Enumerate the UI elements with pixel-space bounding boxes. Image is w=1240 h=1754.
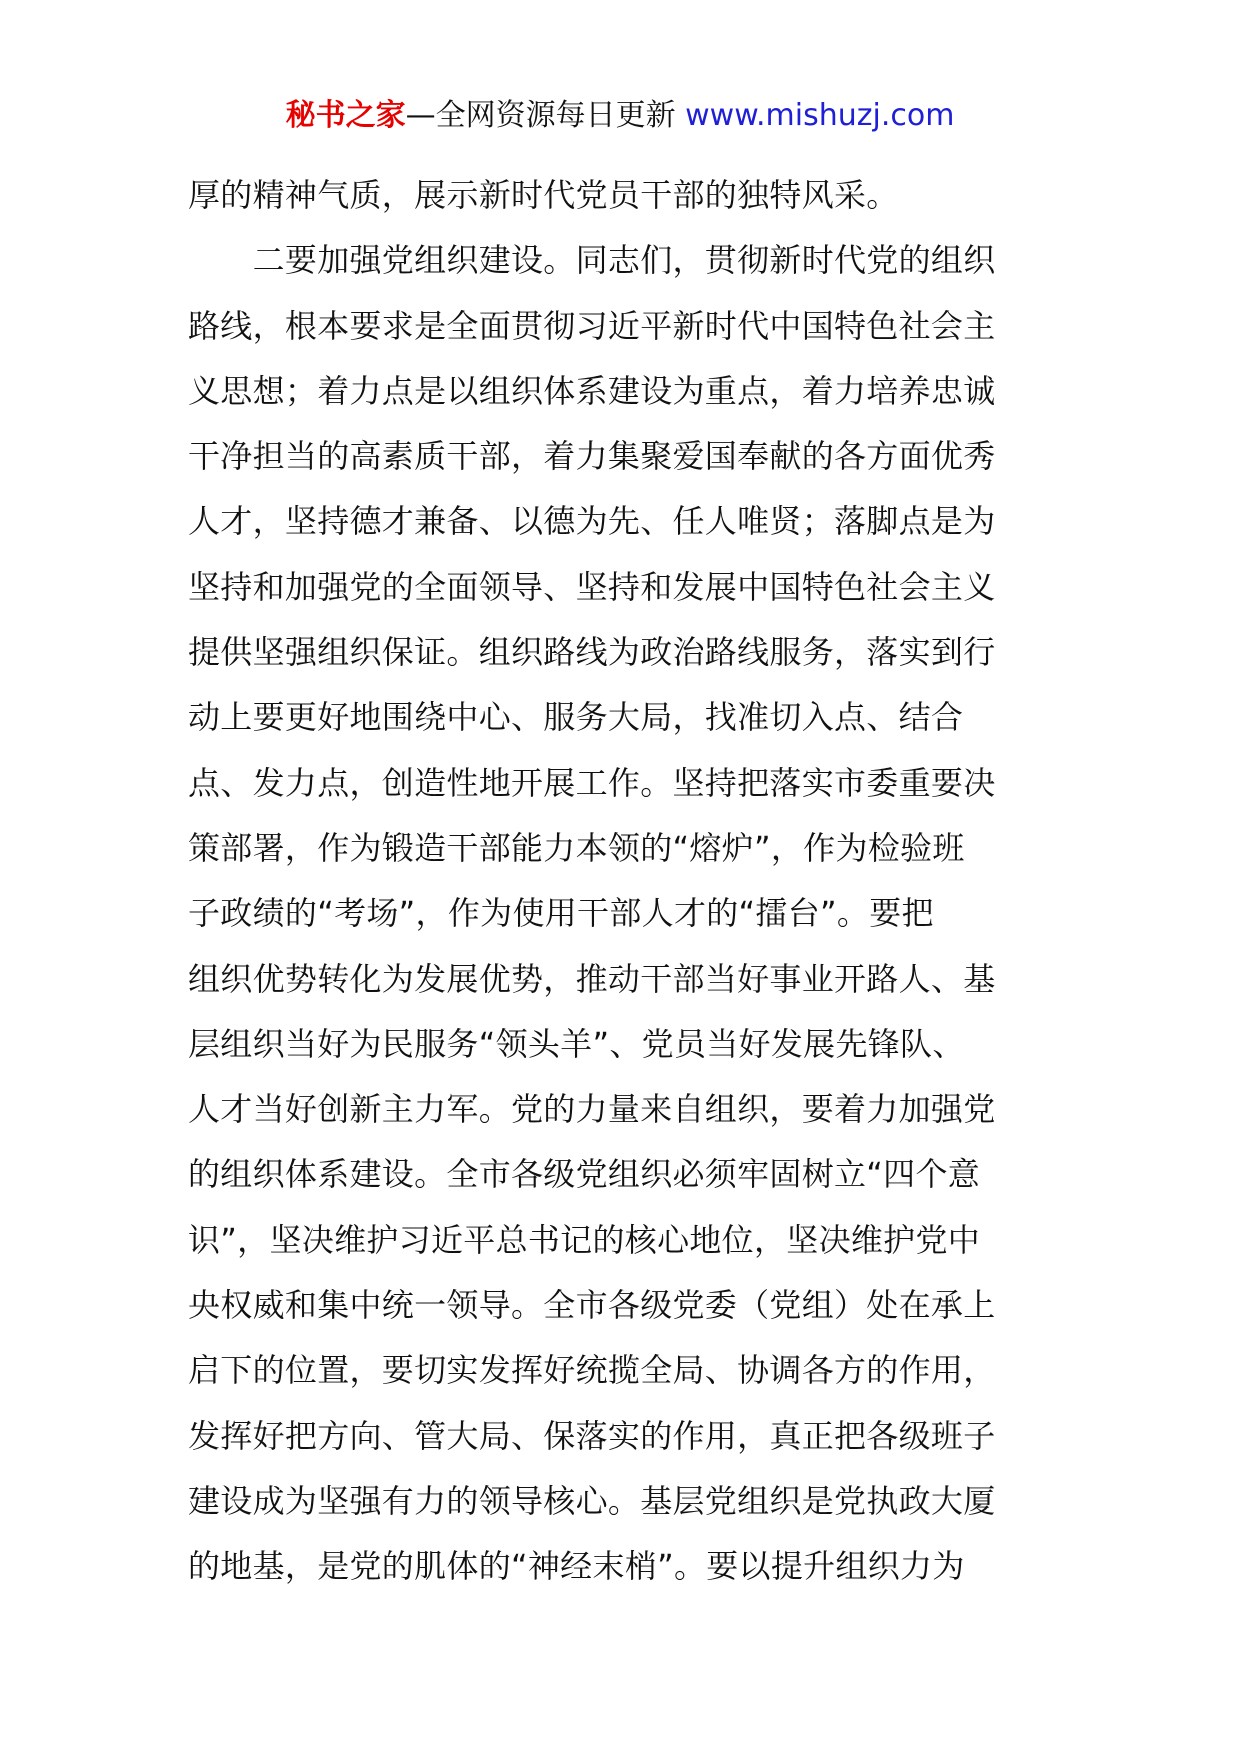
text-line: 策部署，作为锻造干部能力本领的“熔炉”，作为检验班	[188, 828, 965, 867]
text-line: 层组织当好为民服务“领头羊”、党员当好发展先锋队、	[188, 1024, 965, 1063]
text-line: 人才，坚持德才兼备、以德为先、任人唯贤；落脚点是为	[188, 502, 996, 541]
brand-name: 秘书之家	[285, 98, 406, 133]
text-line: 的地基，是党的肌体的“神经末梢”。要以提升组织力为	[188, 1547, 965, 1586]
text-line: 的组织体系建设。全市各级党组织必须牢固树立“四个意	[188, 1155, 981, 1194]
text-line: 发挥好把方向、管大局、保落实的作用，真正把各级班子	[188, 1416, 996, 1455]
site-url-link[interactable]: www.mishuzj.com	[685, 98, 955, 133]
text-line: 提供坚强组织保证。组织路线为政治路线服务，落实到行	[188, 633, 996, 672]
text-line: 组织优势转化为发展优势，推动干部当好事业开路人、基	[188, 959, 996, 998]
text-line: 坚持和加强党的全面领导、坚持和发展中国特色社会主义	[188, 567, 996, 606]
text-line: 动上要更好地围绕中心、服务大局，找准切入点、结合	[188, 698, 964, 737]
text-line: 厚的精神气质，展示新时代党员干部的独特风采。	[188, 176, 899, 214]
text-line: 人才当好创新主力军。党的力量来自组织，要着力加强党	[188, 1090, 996, 1129]
document-body	[188, 163, 1056, 1600]
text-line: 建设成为坚强有力的领导核心。基层党组织是党执政大厦	[188, 1481, 996, 1520]
header-tagline: —全网资源每日更新	[405, 98, 686, 133]
text-line: 义思想；着力点是以组织体系建设为重点，着力培养忠诚	[188, 371, 996, 410]
text-line: 识”，坚决维护习近平总书记的核心地位，坚决维护党中	[188, 1220, 981, 1259]
text-line: 干净担当的高素质干部，着力集聚爱国奉献的各方面优秀	[188, 437, 996, 476]
text-line: 二要加强党组织建设。同志们，贯彻新时代党的组织	[188, 241, 996, 280]
text-line: 央权威和集中统一领导。全市各级党委（党组）处在承上	[188, 1286, 996, 1325]
text-line: 点、发力点，创造性地开展工作。坚持把落实市委重要决	[188, 763, 996, 802]
text-line: 子政绩的“考场”，作为使用干部人才的“擂台”。要把	[188, 894, 934, 933]
text-line: 路线，根本要求是全面贯彻习近平新时代中国特色社会主	[188, 306, 996, 345]
text-line: 启下的位置，要切实发挥好统揽全局、协调各方的作用，	[188, 1351, 996, 1390]
page-header	[0, 96, 1240, 136]
